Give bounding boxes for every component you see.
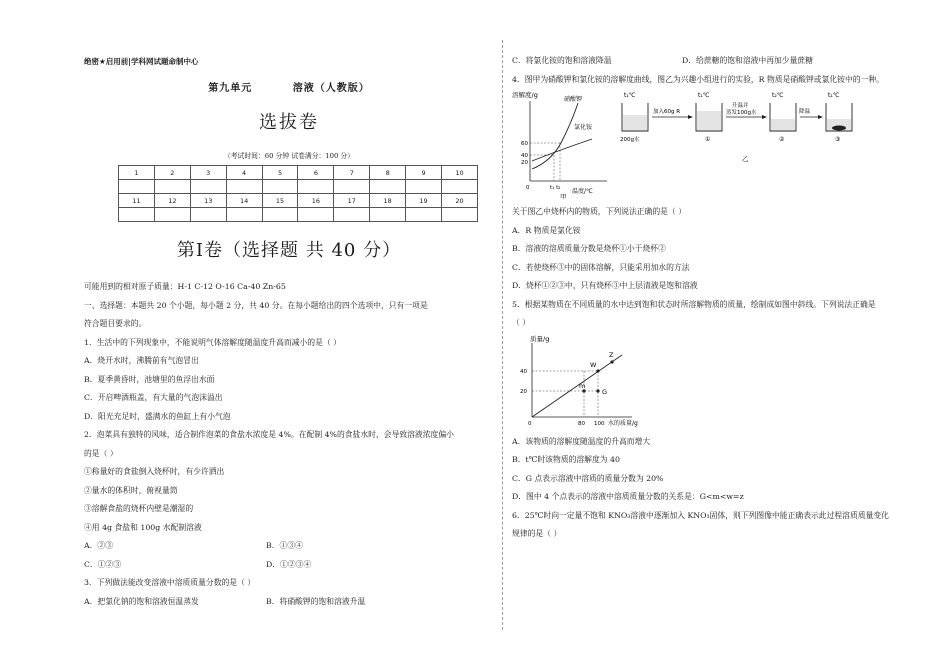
answer-cell[interactable] (298, 180, 334, 194)
beaker-2-solution (771, 119, 795, 130)
answer-cell[interactable] (262, 208, 298, 222)
point-g (596, 389, 599, 392)
left-column (84, 56, 494, 611)
label-g: G (602, 387, 608, 396)
q5-option-d: D．图中 4 个点表示的溶液中溶质质量分数的关系是：G<m<w=z (512, 492, 744, 501)
beaker-experiment-figure (620, 92, 852, 163)
q2-stem-cont: 的是（ ） (84, 448, 118, 458)
unit-label: 第九单元 (208, 83, 253, 94)
q5-option-a: A．该物质的溶解度随温度的升高而增大 (512, 436, 651, 446)
q3-options-cd (512, 52, 892, 71)
grid-cell: 18 (370, 194, 406, 208)
beaker-1-solution (697, 111, 721, 130)
beaker-3-temp: t₁℃ (828, 92, 840, 99)
fig-jia-curve2: 氯化铵 (574, 124, 593, 131)
beaker-1-temp: t₁℃ (698, 92, 710, 99)
beaker-0-temp: t₁℃ (624, 92, 636, 99)
paper-type-title: 选拔卷 (259, 112, 319, 133)
q2-options-ab (84, 537, 494, 556)
step1-label: 加入60g R (653, 109, 681, 115)
section-intro: 一、选择题：本题共 20 个小题，每小题 2 分，共 40 分。在每小题给出的四个选项中，只有一项是 (84, 300, 428, 310)
q1-option-a: A．烧开水时，沸腾前有气泡冒出 (84, 356, 199, 365)
q4-option-b: B．溶液的溶质质量分数是烧杯①小于烧杯② (512, 244, 666, 253)
exam-info: （考试时间：60 分钟 试卷满分：100 分） (223, 152, 355, 160)
fig-jia-ylabel: 溶解度/g (512, 91, 538, 99)
q3-options-ab (84, 593, 494, 612)
q2-options-cd (84, 556, 494, 575)
answer-cell[interactable] (190, 208, 226, 222)
q2-statement-4: ④用 4g 食盐和 100g 水配制溶液 (84, 522, 202, 532)
beaker-3-label: ③ (835, 136, 841, 143)
beaker-2-label: ② (779, 136, 785, 143)
q5-stem: 5．根据某物质在不同质量的水中达到饱和状态时所溶解物质的质量，绘制成如图中斜线。下列说法正确是 (512, 299, 876, 309)
mass-line-chart (520, 334, 638, 427)
q5-xlabel: 水的质量/g (608, 419, 638, 427)
answer-cell[interactable] (262, 180, 298, 194)
fig-jia-x0: 0 (526, 185, 530, 191)
unit-title (84, 79, 494, 94)
q1-option-b: B．夏季黄昏时，池塘里的鱼浮出水面 (84, 374, 215, 384)
secret-note: 绝密★启用前|学科网试题命制中心 (84, 57, 199, 66)
answer-cell[interactable] (226, 208, 262, 222)
answer-cell[interactable] (442, 180, 478, 194)
q4-stem: 4．图甲为硝酸钾和氯化铵的溶解度曲线，图乙为兴趣小组进行的实验，R 物质是硝酸钾或氯化铵中的一种。 (512, 74, 884, 84)
q4-figures (512, 89, 892, 199)
answer-grid-blank-row (119, 180, 478, 194)
q2-option-b: B．①③④ (266, 541, 303, 550)
q5-x100: 100 (594, 420, 605, 427)
q3-option-c: C．将氯化铵的饱和溶液降温 (512, 56, 612, 65)
grid-cell: 16 (298, 194, 334, 208)
q2-option-d: D．①②③④ (266, 559, 312, 569)
grid-cell: 5 (262, 166, 298, 180)
grid-cell: 14 (226, 194, 262, 208)
beaker-0-label: 200g水 (620, 137, 640, 143)
q5-ylabel: 质量/g (530, 334, 550, 343)
grid-cell: 3 (190, 166, 226, 180)
answer-cell[interactable] (370, 180, 406, 194)
answer-grid-blank-row (119, 208, 478, 222)
topic-label: 溶液（人教版） (292, 83, 370, 94)
q2-statement-2: ②量水的体积时，俯视量筒 (84, 485, 178, 495)
grid-cell: 10 (442, 166, 478, 180)
q6-stem-cont: 规律的是（ ） (512, 529, 562, 538)
answer-cell[interactable] (119, 208, 155, 222)
saturation-line (532, 355, 622, 417)
q5-y40: 40 (520, 368, 527, 375)
answer-cell[interactable] (334, 208, 370, 222)
answer-cell[interactable] (298, 208, 334, 222)
grid-cell: 17 (334, 194, 370, 208)
q3-option-b: B．将硝酸钾的饱和溶液升温 (266, 596, 366, 606)
q1-option-d: D．阳光充足时，盛满水的鱼缸上有小气泡 (84, 411, 231, 421)
answer-cell[interactable] (406, 180, 442, 194)
beaker-2-temp: t₂℃ (772, 92, 784, 99)
fig-jia-y20: 20 (521, 160, 528, 166)
label-z: Z (609, 350, 614, 359)
q5-stem-cont: （ ） (512, 318, 531, 327)
grid-cell: 13 (190, 194, 226, 208)
answer-grid-number-row (119, 166, 478, 180)
grid-cell: 2 (154, 166, 190, 180)
grid-cell: 7 (334, 166, 370, 180)
grid-cell: 11 (119, 194, 155, 208)
q6-stem: 6．25℃时向一定量不饱和 KNO₃溶液中逐渐加入 KNO₃固体，则下列图像中能正确表示此过程溶质质量变化 (512, 510, 889, 520)
q4-option-a: A．R 物质是氯化铵 (512, 225, 581, 235)
q1-option-c: C．开启啤酒瓶盖，有大量的气泡沫溢出 (84, 393, 223, 402)
solubility-curve-figure (512, 90, 607, 199)
answer-cell[interactable] (370, 208, 406, 222)
q2-option-a: A．②③ (84, 541, 114, 550)
answer-cell[interactable] (154, 208, 190, 222)
answer-cell[interactable] (119, 180, 155, 194)
answer-cell[interactable] (442, 208, 478, 222)
potassium-nitrate-curve (532, 103, 578, 169)
answer-cell[interactable] (406, 208, 442, 222)
q5-x0: 0 (528, 420, 532, 427)
fig-jia-curve1: 硝酸钾 (564, 96, 583, 103)
answer-cell[interactable] (154, 180, 190, 194)
beaker-0-water (623, 115, 647, 130)
fig-jia-caption: 甲 (560, 193, 567, 199)
grid-cell: 8 (370, 166, 406, 180)
q2-option-c: C．①②③ (84, 559, 122, 569)
point-w (596, 369, 599, 372)
answer-cell[interactable] (334, 180, 370, 194)
fig-jia-xlabel: 温度/℃ (572, 188, 593, 195)
q5-x80: 80 (578, 420, 585, 427)
atomic-masses: 可能用到的相对原子质量：H-1 C-12 O-16 Ca-40 Zn-65 (84, 282, 286, 291)
fig-yi-caption: 乙 (742, 155, 749, 163)
fig-jia-xt: t₁ t₂ (550, 185, 561, 191)
beaker-3-precipitate (832, 126, 846, 131)
q5-option-b: B．t℃时该物质的溶解度为 40 (512, 455, 620, 464)
point-z (610, 360, 613, 363)
fig-jia-y60: 60 (521, 141, 528, 147)
q3-option-d: D．给蔗糖的饱和溶液中再加少量蔗糖 (682, 56, 813, 65)
q5-y20: 20 (520, 388, 527, 395)
grid-cell: 1 (119, 166, 155, 180)
grid-cell: 20 (442, 194, 478, 208)
q3-option-a: A．把氯化钠的饱和溶液恒温蒸发 (84, 596, 199, 606)
part-title: 第Ⅰ卷（选择题 共 40 分） (176, 240, 402, 261)
q4-option-c: C．若使烧杯③中的固体溶解，只能采用加水的方法 (512, 262, 690, 272)
grid-cell: 4 (226, 166, 262, 180)
fig-jia-y40: 40 (521, 153, 528, 159)
answer-grid-number-row (119, 194, 478, 208)
q4-question: 关于图乙中烧杯内的物质，下列说法正确的是（ ） (512, 207, 687, 216)
grid-cell: 12 (154, 194, 190, 208)
q5-figure (512, 333, 892, 429)
section-intro-cont: 符合题目要求的。 (84, 319, 147, 328)
ammonium-chloride-curve (532, 139, 592, 161)
answer-cell[interactable] (190, 180, 226, 194)
grid-cell: 9 (406, 166, 442, 180)
q2-statement-1: ①称量好的食盐倒入烧杯时，有少许洒出 (84, 467, 225, 476)
step3-label: 降温 (799, 109, 811, 115)
right-column (512, 56, 892, 544)
label-m: m (579, 381, 586, 390)
grid-cell: 15 (262, 194, 298, 208)
answer-cell[interactable] (226, 180, 262, 194)
answer-grid (118, 165, 478, 222)
q4-option-d: D．烧杯①②③中，只有烧杯③中上层清液是饱和溶液 (512, 281, 698, 290)
q5-option-c: C．G 点表示溶液中溶质的质量分数为 20% (512, 473, 664, 483)
column-divider (502, 40, 503, 630)
label-w: W (590, 360, 597, 369)
q3-stem: 3．下列做法能改变溶液中溶质质量分数的是（ ） (84, 578, 256, 587)
q1-stem: 1．生活中的下列现象中，不能说明气体溶解度随温度升高而减小的是（ ） (84, 337, 341, 347)
step2-label-a: 升温并 (732, 103, 749, 109)
grid-cell: 6 (298, 166, 334, 180)
q2-statement-3: ③溶解食盐的烧杯内壁是潮湿的 (84, 504, 194, 513)
step2-label-b: 蒸发100g水 (726, 110, 757, 116)
grid-cell: 19 (406, 194, 442, 208)
beaker-1-label: ① (705, 136, 711, 143)
q2-stem: 2．泡菜具有独特的风味，适合制作泡菜的食盐水浓度是 4%。在配制 4%的食盐水时，会导致溶液浓度偏小 (84, 430, 454, 439)
